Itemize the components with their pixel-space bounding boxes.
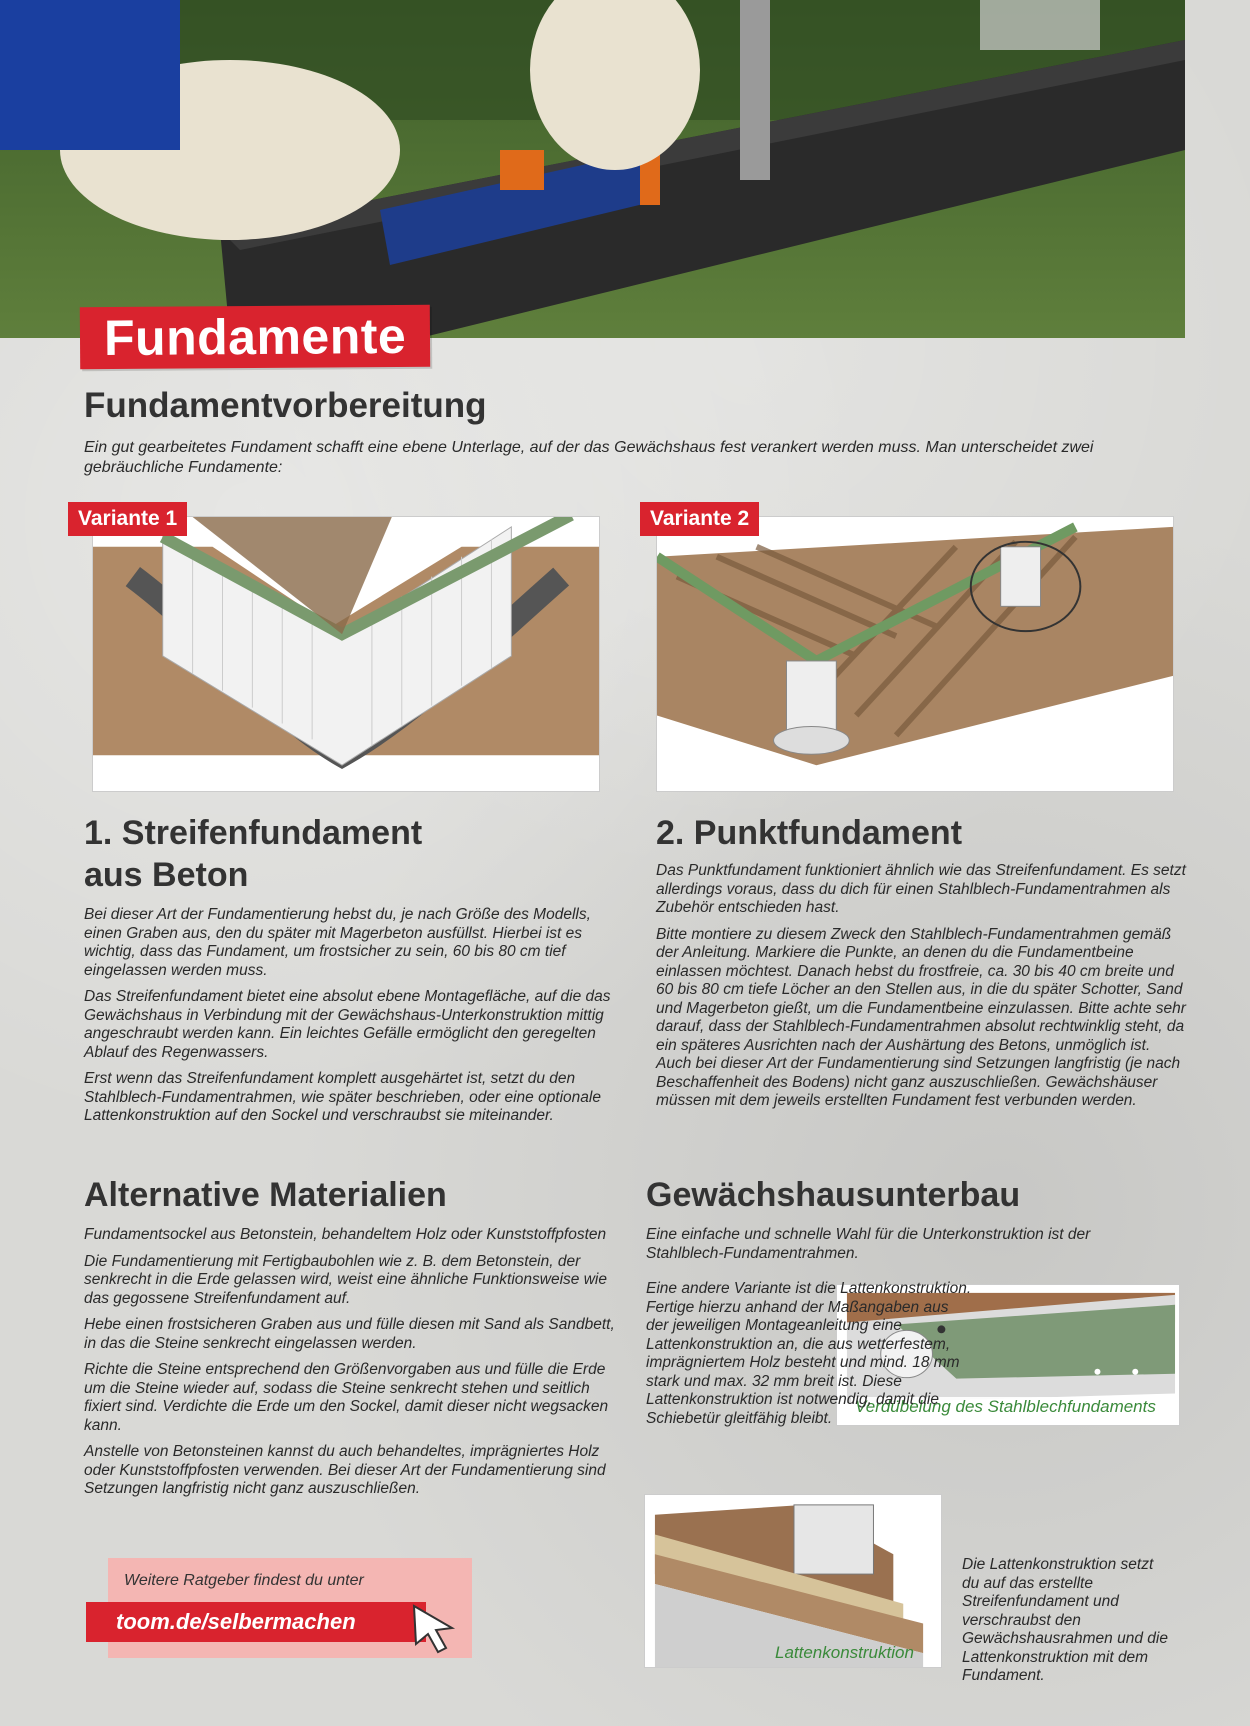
latten-paragraph: Eine andere Variante ist die Lattenkonstruktion. Fertige hierzu anhand der Maßangaben aus der jeweiligen Montageanleitung eine Lattenkonstruktion an, die aus wetterfestem, imprägniertem Holz besteht und mind. 18 mm stark und max. 32 mm breit ist. Diese Lattenkonstruktion ist notwendig, damit die Schiebetür gleitfähig bleibt. [646, 1280, 972, 1427]
latten-text [646, 1280, 1174, 1436]
cta-box [108, 1558, 472, 1658]
punkt-paragraph: Bitte montiere zu diesem Zweck den Stahlblech-Fundamentrahmen gemäß der Anleitung. Markiere die Punkte, an denen du die Fundamentbeine einlassen möchtest. Danach hebst du frostfreie, ca. 30 bis 40 cm breite und 60 bis 80 cm tiefe Löcher an den Stellen aus, in die du später Schotter, Sand und Magerbeton gießt, um die Fundamentbeine einzulassen. Bitte achte sehr darauf, dass der Stahlblech-Fundamentrahmen absolut rechtwinklig steht, da ein späteres Ausrichten nach der Aushärtung des Betons, unmöglich ist. Auch bei dieser Art der Fundamentierung sind Setzungen langfristig (je nach Beschaffenheit des Bodens) nicht ganz auszuschließen. Gewächshäuser müssen mit dem jeweils erstellten Fundament fest verbunden werden. [656, 925, 1186, 1109]
duebel-caption: Verdübelung des Stahlblechfundaments [851, 1397, 1160, 1417]
alternative-paragraph: Fundamentsockel aus Betonstein, behandeltem Holz oder Kunststoffpfosten [84, 1226, 607, 1243]
variant-1-diagram [92, 516, 600, 792]
cta-text: Weitere Ratgeber findest du unter [124, 1572, 364, 1589]
streifen-heading-line1: 1. Streifenfundament [84, 814, 423, 852]
page-title: Fundamente [80, 305, 431, 369]
latten-diagram [644, 1494, 942, 1668]
streifen-paragraph: Das Streifenfundament bietet eine absolut ebene Montagefläche, auf die das Gewächshaus in Verbindung mit der Gewächshaus-Unterkonstruktion mittig angeschraubt werden kann. Ein leichtes Gefälle ermöglicht den geregelten Ablauf des Regenwassers. [84, 988, 611, 1061]
punkt-paragraph: Das Punktfundament funktioniert ähnlich wie das Streifenfundament. Es setzt allerdings voraus, dass du dich für einen Stahlblech-Fundamentrahmen als Zubehör entschieden hast. [656, 862, 1186, 916]
variant-1-label: Variante 1 [68, 502, 187, 536]
alternative-paragraph: Richte die Steine entsprechend den Größenvorgaben aus und fülle die Erde um die Steine wieder auf, sodass die Steine senkrecht stehen und seitlich fixiert sind. Verdichte die Erde um den Sockel, damit dieser nicht wegsacken kann. [84, 1361, 609, 1434]
streifen-paragraph: Erst wenn das Streifenfundament komplett ausgehärtet ist, setzt du den Stahlblech-Fundamentrahmen, wie später beschrieben, oder eine optionale Lattenkonstruktion auf den Sockel und verschraubst sie miteinander. [84, 1070, 601, 1124]
unterbau-intro: Eine einfache und schnelle Wahl für die Unterkonstruktion ist der Stahlblech-Fundamentrahmen. [646, 1226, 1091, 1262]
variant-2-diagram [656, 516, 1174, 792]
unterbau-heading: Gewächshausunterbau [646, 1176, 1021, 1214]
punkt-heading: 2. Punktfundament [656, 814, 963, 852]
alternative-heading: Alternative Materialien [84, 1176, 447, 1214]
latten-caption: Lattenkonstruktion [775, 1643, 914, 1662]
alternative-text [84, 1226, 624, 1507]
section-heading: Fundamentvorbereitung [84, 386, 487, 425]
streifen-paragraph: Bei dieser Art der Fundamentierung hebst du, je nach Größe des Modells, einen Graben aus, den du später mit Magerbeton ausfüllst. Hierbei ist es wichtig, dass das Fundament, um frostsicher zu sein, 60 bis 80 cm tief eingelassen werden muss. [84, 906, 591, 979]
latten-side-text: Die Lattenkonstruktion setzt du auf das erstellte Streifenfundament und verschraubst den Gewächshausrahmen und die Lattenkonstruktion mit dem Fundament. [962, 1556, 1168, 1684]
variant-2-label: Variante 2 [640, 502, 759, 536]
streifen-heading-line2: aus Beton [84, 856, 249, 894]
hero-photo [0, 0, 1185, 338]
cursor-icon [408, 1602, 460, 1654]
streifen-text [84, 906, 614, 1134]
punkt-text [656, 862, 1186, 1119]
cta-link[interactable]: toom.de/selbermachen [86, 1602, 426, 1642]
alternative-paragraph: Hebe einen frostsicheren Graben aus und fülle diesen mit Sand als Sandbett, in das die Steine senkrecht eingelassen werden. [84, 1316, 615, 1352]
latten-text-spacer [974, 1280, 1174, 1436]
alternative-paragraph: Anstelle von Betonsteinen kannst du auch behandeltes, imprägniertes Holz oder Kunststoffpfosten verwenden. Bei dieser Art der Fundamentierung sind Setzungen langfristig nicht ganz auszuschließen. [84, 1443, 606, 1497]
alternative-paragraph: Die Fundamentierung mit Fertigbaubohlen wie z. B. dem Betonstein, der senkrecht in die Erde gelassen wird, weist eine ähnliche Funktionsweise wie das gegossene Streifenfundament auf. [84, 1252, 607, 1307]
intro-text: Ein gut gearbeitetes Fundament schafft eine ebene Unterlage, auf der das Gewächshaus fest verankert werden muss. Man unterscheidet zwei gebräuchliche Fundamente: [84, 439, 1094, 476]
